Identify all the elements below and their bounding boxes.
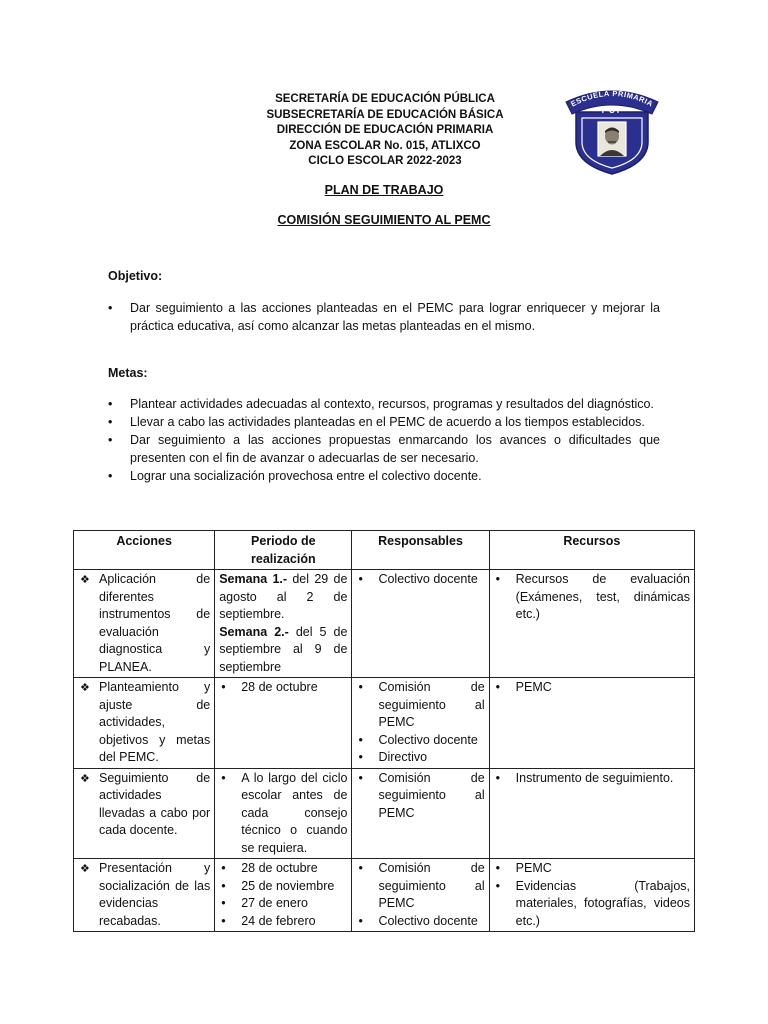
list-item: • Llevar a cabo las actividades planteadas en el PEMC de acuerdo a los tiempos establecidos. <box>108 413 660 431</box>
plan-title: PLAN DE TRABAJO <box>324 183 444 197</box>
list-item: • Colectivo docente <box>356 913 484 931</box>
list-item: • Recursos de evaluación (Exámenes, test, dinámicas etc.) <box>494 571 690 624</box>
column-header-acciones: Acciones <box>74 531 215 570</box>
accion-text: Presentación y socialización de las evidencias recabadas. <box>99 861 211 928</box>
accion-cell <box>74 768 215 859</box>
plan-table <box>73 530 695 932</box>
recursos-cell <box>489 570 694 678</box>
list-item: • 24 de febrero <box>219 913 347 931</box>
header-line: DIRECCIÓN DE EDUCACIÓN PRIMARIA <box>276 124 494 136</box>
logo-top-text: ESCUELA PRIMARIA <box>569 88 655 109</box>
diamond-bullet-icon: ❖ <box>80 772 90 785</box>
list-item: • PEMC <box>494 860 690 878</box>
periodo-week-label: Semana 2.- <box>219 624 289 639</box>
logo-mid-text: F C P <box>601 106 623 115</box>
periodo-week-range: del 5 de septiembre al 9 de septiembre <box>219 624 348 674</box>
accion-cell <box>74 859 215 932</box>
periodo-week-label: Semana 1.- <box>219 572 288 586</box>
list-item: • Dar seguimiento a las acciones propuestas enmarcando los avances o dificultades que presenten con el fin de avanzar o adecuarlas de ser necesario. <box>108 431 660 467</box>
school-logo <box>560 84 664 176</box>
list-item: • Instrumento de seguimiento. <box>494 770 690 788</box>
table-row <box>74 570 695 678</box>
accion-cell <box>74 570 215 678</box>
column-header-responsables: Responsables <box>352 531 489 570</box>
column-header-periodo: Periodo de realización <box>215 531 352 570</box>
commission-title: COMISIÓN SEGUIMIENTO AL PEMC <box>277 213 491 227</box>
list-item: • Colectivo docente <box>356 571 484 589</box>
accion-text: Aplicación de diferentes instrumentos de evaluación diagnostica y PLANEA. <box>99 572 211 674</box>
list-item: • 28 de octubre <box>219 860 347 878</box>
column-header-recursos: Recursos <box>489 531 694 570</box>
table-row <box>74 678 695 769</box>
periodo-cell <box>215 768 352 859</box>
table-row <box>74 859 695 932</box>
periodo-cell <box>215 570 352 678</box>
list-item: • Colectivo docente <box>356 732 484 750</box>
objetivo-heading: Objetivo: <box>108 269 163 283</box>
recursos-cell <box>489 768 694 859</box>
metas-list <box>108 395 660 485</box>
document-header <box>230 92 540 170</box>
periodo-line <box>219 571 347 624</box>
table-row <box>74 768 695 859</box>
objetivo-list <box>108 299 660 335</box>
metas-heading: Metas: <box>108 366 148 380</box>
list-item: • Lograr una socialización provechosa entre el colectivo docente. <box>108 467 660 485</box>
header-line: SECRETARÍA DE EDUCACIÓN PÚBLICA <box>275 93 495 105</box>
periodo-week-range: del 29 de agosto al 2 de septiembre. <box>219 572 348 621</box>
diamond-bullet-icon: ❖ <box>80 863 90 875</box>
list-item: • 27 de enero <box>219 895 347 913</box>
header-line: CICLO ESCOLAR 2022-2023 <box>308 155 462 167</box>
recursos-cell <box>489 678 694 769</box>
recursos-cell <box>489 859 694 932</box>
list-item: • A lo largo del ciclo escolar antes de cada consejo técnico o cuando se requiera. <box>219 770 347 858</box>
list-item: • Comisión de seguimiento al PEMC <box>356 860 484 913</box>
diamond-bullet-icon: ❖ <box>80 574 90 586</box>
header-line: SUBSECRETARÍA DE EDUCACIÓN BÁSICA <box>266 108 504 121</box>
list-item: • Plantear actividades adecuadas al contexto, recursos, programas y resultados del diagnóstico. <box>108 395 660 413</box>
list-item: • 25 de noviembre <box>219 878 347 896</box>
header-line: ZONA ESCOLAR No. 015, ATLIXCO <box>289 139 481 152</box>
accion-cell <box>74 678 215 769</box>
accion-text: Seguimiento de actividades llevadas a cabo por cada docente. <box>99 770 211 837</box>
diamond-bullet-icon: ❖ <box>80 682 90 694</box>
periodo-cell <box>215 678 352 769</box>
list-item: • Directivo <box>356 749 484 767</box>
list-item: • 28 de octubre <box>219 679 347 697</box>
responsables-cell <box>352 768 489 859</box>
periodo-cell <box>215 859 352 932</box>
responsables-cell <box>352 859 489 932</box>
list-item: • Evidencias (Trabajos, materiales, fotografías, videos etc.) <box>494 878 690 931</box>
list-item: • PEMC <box>494 679 690 697</box>
table-header-row <box>74 531 695 570</box>
list-item: • Dar seguimiento a las acciones planteadas en el PEMC para lograr enriquecer y mejorar la práctica educativa, así como alcanzar las metas planteadas en el mismo. <box>108 299 660 335</box>
list-item: • Comisión de seguimiento al PEMC <box>356 679 484 732</box>
accion-text: Planteamiento y ajuste de actividades, objetivos y metas del PEMC. <box>99 680 211 764</box>
responsables-cell <box>352 570 489 678</box>
periodo-line <box>219 624 347 677</box>
responsables-cell <box>352 678 489 769</box>
list-item: • Comisión de seguimiento al PEMC <box>356 770 484 823</box>
